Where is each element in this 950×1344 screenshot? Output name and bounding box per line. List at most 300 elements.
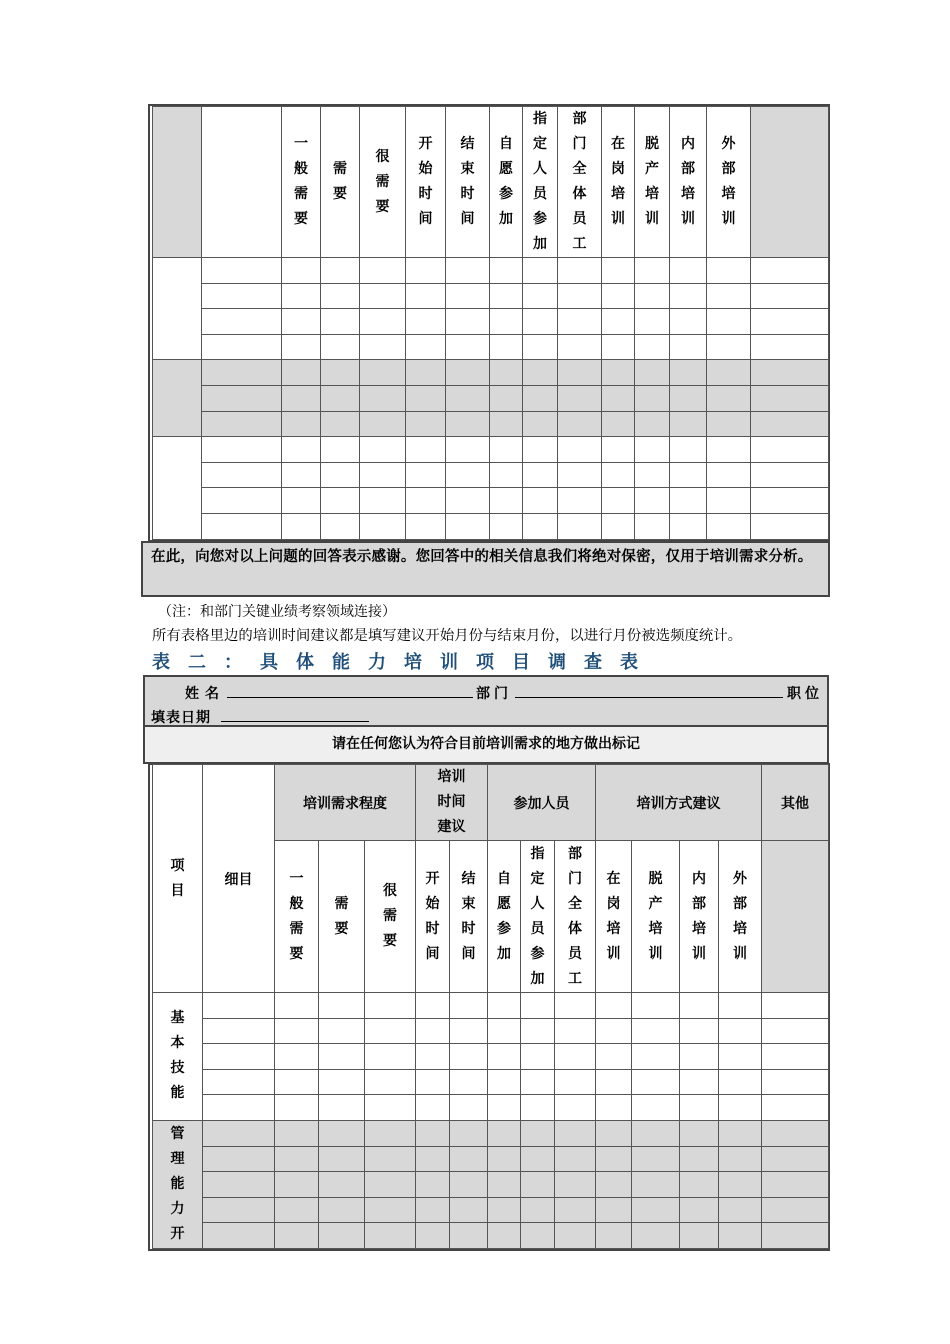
survey-cell[interactable]: [365, 1197, 416, 1223]
survey-cell[interactable]: [406, 488, 446, 514]
survey-cell[interactable]: [488, 1095, 521, 1121]
survey-cell[interactable]: [670, 513, 707, 539]
survey-cell[interactable]: [680, 1120, 719, 1146]
survey-cell[interactable]: [490, 411, 523, 437]
survey-cell[interactable]: [416, 993, 450, 1019]
survey-cell[interactable]: [319, 1146, 365, 1172]
survey-cell[interactable]: [751, 309, 829, 335]
survey-cell[interactable]: [275, 1044, 319, 1070]
survey-cell[interactable]: [555, 1044, 596, 1070]
survey-cell[interactable]: [596, 1120, 632, 1146]
survey-cell[interactable]: [558, 360, 602, 386]
survey-cell[interactable]: [555, 1095, 596, 1121]
survey-cell[interactable]: [275, 1197, 319, 1223]
survey-cell[interactable]: [275, 1095, 319, 1121]
survey-cell[interactable]: [555, 1018, 596, 1044]
survey-cell[interactable]: [360, 283, 406, 309]
survey-cell[interactable]: [596, 1223, 632, 1249]
survey-cell[interactable]: [762, 1018, 829, 1044]
survey-cell[interactable]: [719, 1120, 762, 1146]
survey-cell[interactable]: [203, 1095, 275, 1121]
survey-cell[interactable]: [751, 283, 829, 309]
survey-cell[interactable]: [602, 385, 635, 411]
survey-cell[interactable]: [446, 309, 490, 335]
survey-cell[interactable]: [555, 1146, 596, 1172]
survey-cell[interactable]: [406, 462, 446, 488]
survey-cell[interactable]: [707, 360, 751, 386]
survey-cell[interactable]: [602, 411, 635, 437]
survey-cell[interactable]: [635, 309, 670, 335]
survey-cell[interactable]: [202, 488, 282, 514]
survey-cell[interactable]: [635, 411, 670, 437]
survey-cell[interactable]: [680, 1095, 719, 1121]
survey-cell[interactable]: [558, 309, 602, 335]
sub-off-job: 脱 产 培 训: [632, 841, 680, 993]
survey-cell[interactable]: [632, 1018, 680, 1044]
survey-cell[interactable]: [406, 309, 446, 335]
survey-cell[interactable]: [446, 488, 490, 514]
survey-cell[interactable]: [762, 1172, 829, 1198]
survey-cell[interactable]: [360, 334, 406, 360]
survey-cell[interactable]: [523, 334, 558, 360]
survey-cell[interactable]: [670, 488, 707, 514]
survey-cell[interactable]: [319, 1044, 365, 1070]
survey-cell[interactable]: [490, 513, 523, 539]
survey-cell[interactable]: [707, 513, 751, 539]
survey-cell[interactable]: [523, 385, 558, 411]
survey-cell[interactable]: [670, 360, 707, 386]
survey-cell[interactable]: [202, 283, 282, 309]
survey-cell[interactable]: [446, 437, 490, 463]
survey-cell[interactable]: [446, 334, 490, 360]
survey-cell[interactable]: [360, 437, 406, 463]
survey-cell[interactable]: [488, 1018, 521, 1044]
survey-cell[interactable]: [406, 360, 446, 386]
survey-cell[interactable]: [488, 1197, 521, 1223]
survey-cell[interactable]: [632, 1095, 680, 1121]
survey-cell[interactable]: [632, 1044, 680, 1070]
survey-cell[interactable]: [635, 462, 670, 488]
survey-cell[interactable]: [523, 258, 558, 284]
survey-cell[interactable]: [523, 437, 558, 463]
survey-cell[interactable]: [203, 1146, 275, 1172]
survey-cell[interactable]: [450, 1044, 488, 1070]
survey-cell[interactable]: [275, 993, 319, 1019]
survey-cell[interactable]: [707, 334, 751, 360]
survey-cell[interactable]: [488, 1223, 521, 1249]
survey-cell[interactable]: [555, 1120, 596, 1146]
survey-cell[interactable]: [707, 411, 751, 437]
survey-cell[interactable]: [202, 437, 282, 463]
survey-cell[interactable]: [275, 1146, 319, 1172]
survey-cell[interactable]: [602, 462, 635, 488]
survey-cell[interactable]: [558, 462, 602, 488]
survey-cell[interactable]: [416, 1120, 450, 1146]
survey-cell[interactable]: [635, 437, 670, 463]
survey-cell[interactable]: [602, 258, 635, 284]
survey-cell[interactable]: [416, 1146, 450, 1172]
survey-cell[interactable]: [488, 1044, 521, 1070]
survey-cell[interactable]: [450, 993, 488, 1019]
survey-cell[interactable]: [521, 1172, 555, 1198]
survey-cell[interactable]: [203, 1069, 275, 1095]
survey-cell[interactable]: [446, 411, 490, 437]
survey-cell[interactable]: [282, 309, 321, 335]
survey-cell[interactable]: [321, 513, 360, 539]
survey-cell[interactable]: [360, 360, 406, 386]
survey-cell[interactable]: [275, 1223, 319, 1249]
survey-cell[interactable]: [632, 993, 680, 1019]
survey-cell[interactable]: [558, 334, 602, 360]
survey-cell[interactable]: [596, 1018, 632, 1044]
survey-cell[interactable]: [523, 283, 558, 309]
survey-cell[interactable]: [321, 309, 360, 335]
survey-cell[interactable]: [416, 1044, 450, 1070]
survey-cell[interactable]: [319, 1095, 365, 1121]
survey-cell[interactable]: [680, 1018, 719, 1044]
survey-cell[interactable]: [762, 993, 829, 1019]
survey-cell[interactable]: [719, 993, 762, 1019]
survey-cell[interactable]: [450, 1146, 488, 1172]
survey-cell[interactable]: [490, 283, 523, 309]
survey-cell[interactable]: [707, 462, 751, 488]
survey-cell[interactable]: [762, 1197, 829, 1223]
survey-cell[interactable]: [202, 258, 282, 284]
survey-cell[interactable]: [406, 258, 446, 284]
survey-cell[interactable]: [751, 258, 829, 284]
survey-cell[interactable]: [707, 258, 751, 284]
survey-cell[interactable]: [707, 488, 751, 514]
survey-cell[interactable]: [558, 283, 602, 309]
survey-cell[interactable]: [416, 1223, 450, 1249]
survey-cell[interactable]: [632, 1172, 680, 1198]
survey-cell[interactable]: [275, 1069, 319, 1095]
survey-cell[interactable]: [596, 1197, 632, 1223]
survey-cell[interactable]: [558, 258, 602, 284]
survey-cell[interactable]: [762, 1069, 829, 1095]
survey-cell[interactable]: [321, 437, 360, 463]
survey-cell[interactable]: [635, 334, 670, 360]
survey-cell[interactable]: [632, 1197, 680, 1223]
survey-cell[interactable]: [490, 309, 523, 335]
survey-cell[interactable]: [446, 385, 490, 411]
survey-cell[interactable]: [319, 1172, 365, 1198]
survey-cell[interactable]: [719, 1223, 762, 1249]
survey-cell[interactable]: [602, 360, 635, 386]
survey-cell[interactable]: [488, 993, 521, 1019]
survey-cell[interactable]: [558, 385, 602, 411]
survey-cell[interactable]: [446, 258, 490, 284]
name-field[interactable]: [227, 683, 473, 698]
survey-cell[interactable]: [719, 1018, 762, 1044]
survey-cell[interactable]: [319, 1018, 365, 1044]
survey-cell[interactable]: [670, 462, 707, 488]
survey-cell[interactable]: [365, 1069, 416, 1095]
survey-cell[interactable]: [670, 411, 707, 437]
survey-cell[interactable]: [319, 1197, 365, 1223]
survey-cell[interactable]: [282, 360, 321, 386]
survey-cell[interactable]: [365, 1044, 416, 1070]
survey-cell[interactable]: [558, 411, 602, 437]
survey-cell[interactable]: [719, 1044, 762, 1070]
survey-cell[interactable]: [450, 1223, 488, 1249]
survey-cell[interactable]: [365, 1120, 416, 1146]
survey-cell[interactable]: [416, 1095, 450, 1121]
survey-cell[interactable]: [282, 437, 321, 463]
survey-cell[interactable]: [282, 513, 321, 539]
survey-cell[interactable]: [360, 411, 406, 437]
survey-cell[interactable]: [596, 993, 632, 1019]
survey-cell[interactable]: [521, 1120, 555, 1146]
survey-cell[interactable]: [202, 334, 282, 360]
survey-cell[interactable]: [555, 1069, 596, 1095]
survey-cell[interactable]: [555, 1197, 596, 1223]
survey-cell[interactable]: [490, 385, 523, 411]
survey-cell[interactable]: [523, 411, 558, 437]
survey-cell[interactable]: [680, 993, 719, 1019]
survey-cell[interactable]: [450, 1120, 488, 1146]
survey-cell[interactable]: [719, 1095, 762, 1121]
survey-cell[interactable]: [762, 1146, 829, 1172]
survey-cell[interactable]: [751, 488, 829, 514]
survey-cell[interactable]: [521, 1223, 555, 1249]
survey-cell[interactable]: [203, 1197, 275, 1223]
survey-cell[interactable]: [446, 513, 490, 539]
survey-cell[interactable]: [416, 1069, 450, 1095]
survey-cell[interactable]: [202, 309, 282, 335]
survey-cell[interactable]: [282, 258, 321, 284]
survey-cell[interactable]: [203, 1223, 275, 1249]
survey-cell[interactable]: [202, 513, 282, 539]
survey-cell[interactable]: [719, 1172, 762, 1198]
survey-cell[interactable]: [632, 1069, 680, 1095]
survey-cell[interactable]: [282, 488, 321, 514]
survey-cell[interactable]: [488, 1069, 521, 1095]
survey-cell[interactable]: [555, 1172, 596, 1198]
survey-cell[interactable]: [635, 488, 670, 514]
survey-cell[interactable]: [282, 411, 321, 437]
survey-cell[interactable]: [490, 360, 523, 386]
survey-cell[interactable]: [202, 385, 282, 411]
survey-cell[interactable]: [558, 488, 602, 514]
survey-cell[interactable]: [450, 1172, 488, 1198]
survey-cell[interactable]: [707, 309, 751, 335]
survey-cell[interactable]: [416, 1172, 450, 1198]
survey-cell[interactable]: [282, 385, 321, 411]
survey-cell[interactable]: [670, 437, 707, 463]
survey-cell[interactable]: [521, 993, 555, 1019]
survey-cell[interactable]: [523, 488, 558, 514]
survey-cell[interactable]: [596, 1146, 632, 1172]
survey-cell[interactable]: [360, 385, 406, 411]
sub-on-job: 在 岗 培 训: [596, 841, 632, 993]
survey-cell[interactable]: [596, 1172, 632, 1198]
survey-cell[interactable]: [670, 334, 707, 360]
survey-cell[interactable]: [365, 993, 416, 1019]
survey-cell[interactable]: [365, 1018, 416, 1044]
survey-cell[interactable]: [602, 437, 635, 463]
survey-cell[interactable]: [488, 1172, 521, 1198]
survey-cell[interactable]: [360, 462, 406, 488]
date-field[interactable]: [221, 707, 369, 722]
survey-cell[interactable]: [450, 1018, 488, 1044]
survey-cell[interactable]: [751, 462, 829, 488]
survey-cell[interactable]: [490, 488, 523, 514]
survey-cell[interactable]: [635, 385, 670, 411]
survey-cell[interactable]: [406, 513, 446, 539]
survey-cell[interactable]: [635, 283, 670, 309]
survey-cell[interactable]: [680, 1172, 719, 1198]
survey-cell[interactable]: [680, 1223, 719, 1249]
survey-cell[interactable]: [680, 1197, 719, 1223]
survey-cell[interactable]: [490, 258, 523, 284]
survey-cell[interactable]: [203, 1018, 275, 1044]
survey-cell[interactable]: [680, 1044, 719, 1070]
survey-cell[interactable]: [360, 309, 406, 335]
survey-cell[interactable]: [521, 1069, 555, 1095]
table-row: [153, 360, 829, 386]
survey-cell[interactable]: [635, 513, 670, 539]
survey-cell[interactable]: [406, 437, 446, 463]
survey-cell[interactable]: [555, 993, 596, 1019]
survey-cell[interactable]: [446, 283, 490, 309]
survey-cell[interactable]: [321, 334, 360, 360]
survey-cell[interactable]: [521, 1044, 555, 1070]
survey-cell[interactable]: [488, 1146, 521, 1172]
survey-cell[interactable]: [319, 1120, 365, 1146]
survey-cell[interactable]: [282, 334, 321, 360]
survey-cell[interactable]: [523, 309, 558, 335]
survey-cell[interactable]: [406, 283, 446, 309]
survey-cell[interactable]: [521, 1146, 555, 1172]
survey-cell[interactable]: [203, 1172, 275, 1198]
survey-cell[interactable]: [488, 1120, 521, 1146]
survey-cell[interactable]: [490, 462, 523, 488]
survey-cell[interactable]: [321, 411, 360, 437]
survey-cell[interactable]: [521, 1095, 555, 1121]
survey-cell[interactable]: [602, 513, 635, 539]
survey-cell[interactable]: [670, 309, 707, 335]
survey-cell[interactable]: [406, 385, 446, 411]
survey-cell[interactable]: [602, 309, 635, 335]
survey-cell[interactable]: [751, 334, 829, 360]
survey-cell[interactable]: [632, 1223, 680, 1249]
survey-cell[interactable]: [632, 1120, 680, 1146]
survey-cell[interactable]: [523, 360, 558, 386]
survey-cell[interactable]: [719, 1146, 762, 1172]
survey-cell[interactable]: [680, 1069, 719, 1095]
survey-cell[interactable]: [416, 1018, 450, 1044]
survey-cell[interactable]: [202, 411, 282, 437]
survey-cell[interactable]: [558, 513, 602, 539]
survey-cell[interactable]: [707, 437, 751, 463]
survey-cell[interactable]: [719, 1197, 762, 1223]
survey-cell[interactable]: [596, 1044, 632, 1070]
survey-cell[interactable]: [319, 1223, 365, 1249]
survey-cell[interactable]: [523, 462, 558, 488]
survey-cell[interactable]: [365, 1223, 416, 1249]
survey-cell[interactable]: [446, 462, 490, 488]
survey-cell[interactable]: [450, 1197, 488, 1223]
survey-cell[interactable]: [275, 1120, 319, 1146]
survey-cell[interactable]: [523, 513, 558, 539]
survey-cell[interactable]: [450, 1069, 488, 1095]
survey-cell[interactable]: [751, 513, 829, 539]
survey-cell[interactable]: [365, 1172, 416, 1198]
survey-cell[interactable]: [762, 1120, 829, 1146]
survey-cell[interactable]: [446, 360, 490, 386]
survey-cell[interactable]: [203, 1120, 275, 1146]
survey-cell[interactable]: [762, 1223, 829, 1249]
survey-cell[interactable]: [321, 462, 360, 488]
survey-cell[interactable]: [321, 283, 360, 309]
survey-cell[interactable]: [602, 334, 635, 360]
survey-cell[interactable]: [321, 488, 360, 514]
survey-cell[interactable]: [203, 993, 275, 1019]
survey-cell[interactable]: [632, 1146, 680, 1172]
survey-cell[interactable]: [321, 385, 360, 411]
survey-cell[interactable]: [719, 1069, 762, 1095]
survey-cell[interactable]: [282, 462, 321, 488]
survey-cell[interactable]: [321, 360, 360, 386]
survey-cell[interactable]: [707, 283, 751, 309]
survey-cell[interactable]: [202, 360, 282, 386]
survey-cell[interactable]: [558, 437, 602, 463]
survey-cell[interactable]: [282, 283, 321, 309]
survey-cell[interactable]: [751, 437, 829, 463]
survey-cell[interactable]: [490, 437, 523, 463]
survey-cell[interactable]: [275, 1018, 319, 1044]
survey-cell[interactable]: [416, 1197, 450, 1223]
survey-cell[interactable]: [360, 258, 406, 284]
survey-cell[interactable]: [406, 411, 446, 437]
survey-cell[interactable]: [670, 258, 707, 284]
survey-cell[interactable]: [450, 1095, 488, 1121]
survey-cell[interactable]: [555, 1223, 596, 1249]
dept-field[interactable]: [515, 683, 783, 698]
survey-cell[interactable]: [319, 1069, 365, 1095]
survey-cell[interactable]: [365, 1095, 416, 1121]
survey-cell[interactable]: [360, 488, 406, 514]
survey-cell[interactable]: [406, 334, 446, 360]
survey-cell[interactable]: [635, 258, 670, 284]
survey-cell[interactable]: [751, 411, 829, 437]
survey-cell[interactable]: [762, 1044, 829, 1070]
survey-cell[interactable]: [203, 1044, 275, 1070]
survey-cell[interactable]: [602, 283, 635, 309]
survey-cell[interactable]: [762, 1095, 829, 1121]
survey-cell[interactable]: [670, 283, 707, 309]
survey-cell[interactable]: [360, 513, 406, 539]
survey-cell[interactable]: [751, 360, 829, 386]
survey-cell[interactable]: [680, 1146, 719, 1172]
survey-cell[interactable]: [521, 1197, 555, 1223]
survey-cell[interactable]: [670, 385, 707, 411]
survey-cell[interactable]: [596, 1069, 632, 1095]
survey-cell[interactable]: [602, 488, 635, 514]
survey-cell[interactable]: [490, 334, 523, 360]
survey-cell[interactable]: [202, 462, 282, 488]
survey-cell[interactable]: [275, 1172, 319, 1198]
survey-cell[interactable]: [365, 1146, 416, 1172]
survey-cell[interactable]: [319, 993, 365, 1019]
survey-cell[interactable]: [707, 385, 751, 411]
survey-cell[interactable]: [751, 385, 829, 411]
survey-cell[interactable]: [521, 1018, 555, 1044]
survey-cell[interactable]: [321, 258, 360, 284]
survey-cell[interactable]: [635, 360, 670, 386]
survey-cell[interactable]: [596, 1095, 632, 1121]
